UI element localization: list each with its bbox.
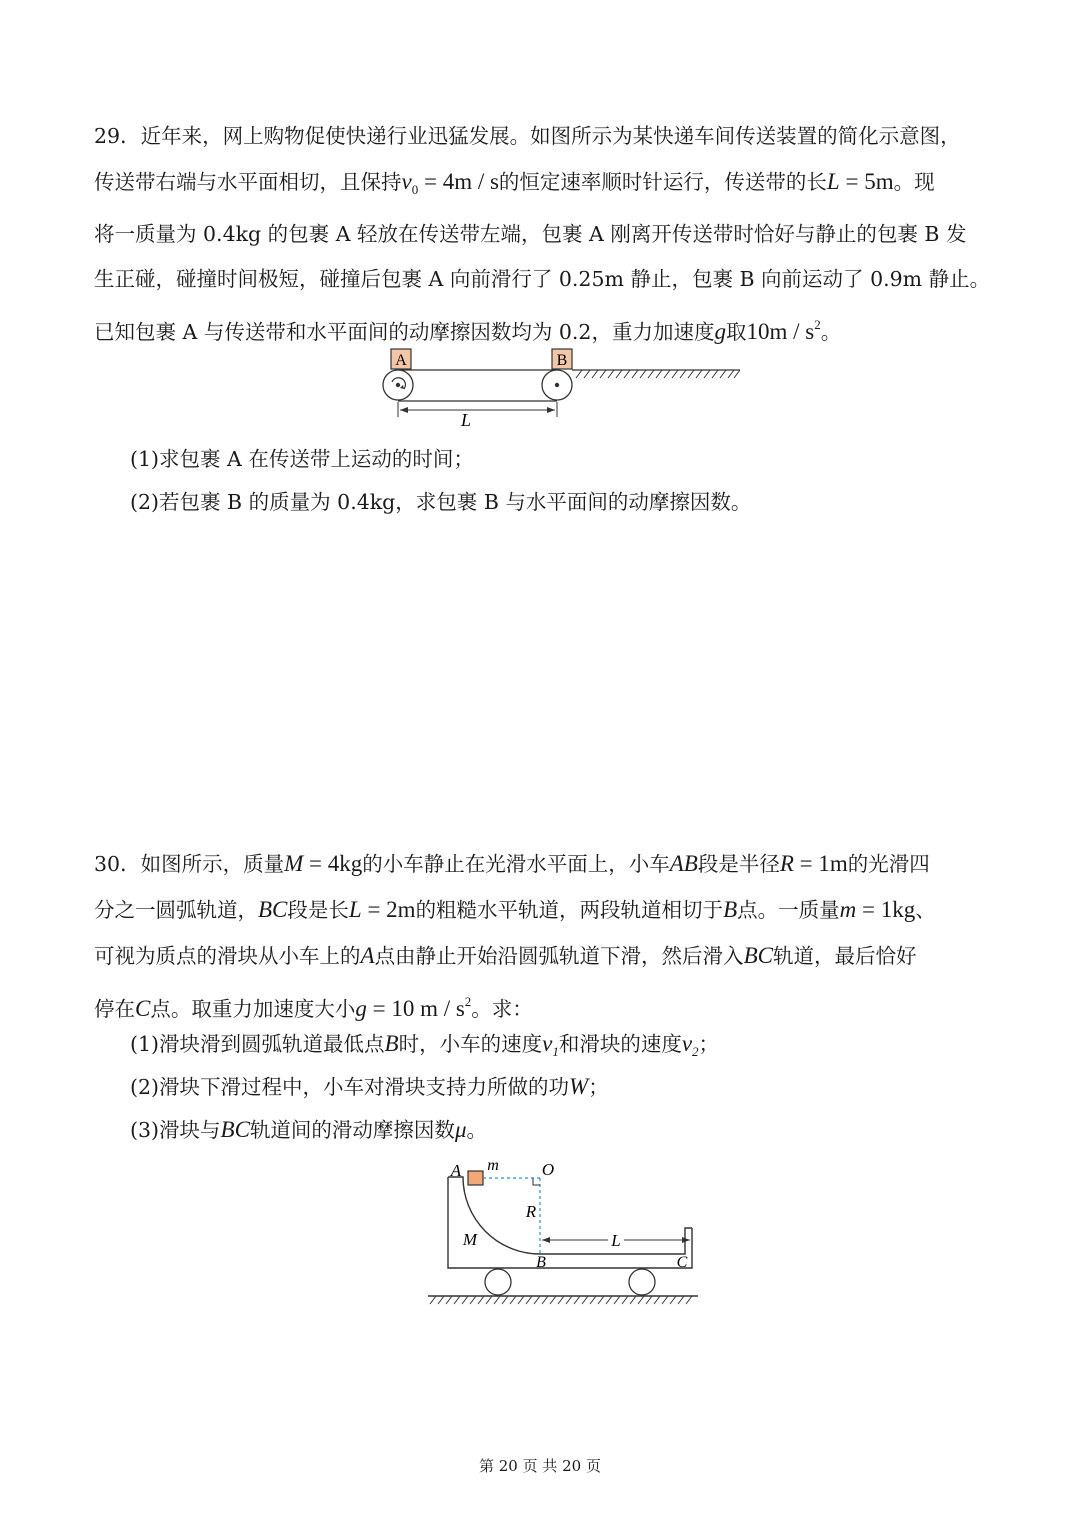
label-b: B	[536, 1254, 546, 1271]
q30-line-1: 30．如图所示，质量M = 4kg的小车静止在光滑水平面上，小车AB段是半径R = 1m的光滑四	[94, 851, 930, 876]
cart-body	[448, 1177, 692, 1268]
package-b-label: B	[556, 352, 568, 369]
q30-sub-2: (2)滑块下滑过程中，小车对滑块支持力所做的功W；	[130, 1074, 609, 1099]
q29-line-5: 已知包裹 A 与传送带和水平面间的动摩擦因数均为 0.2，重力加速度g取$10m / s^2$。	[94, 317, 842, 344]
label-l: L	[611, 1231, 621, 1250]
q29-text	[94, 114, 994, 355]
q29-sub-1: (1)求包裹 A 在传送带上运动的时间；	[130, 447, 474, 471]
ground-hatch	[576, 370, 740, 378]
page-footer: 第 20 页 共 20 页	[478, 1457, 601, 1475]
q30-text	[94, 841, 994, 1032]
label-m: m	[487, 1157, 499, 1174]
q29-line-3: 将一质量为 0.4kg 的包裹 A 轻放在传送带左端，包裹 A 刚离开传送带时恰好与静止的包裹 B 发	[94, 222, 967, 246]
q29-sub-2: (2)若包裹 B 的质量为 0.4kg，求包裹 B 与水平面间的动摩擦因数。	[130, 490, 752, 514]
label-a: A	[450, 1161, 462, 1180]
q30-line-4: 停在C点。取重力加速度大小g = 10 m / $s^2$。求：	[94, 994, 533, 1021]
label-c: C	[676, 1254, 688, 1271]
length-label: L	[460, 410, 472, 430]
q30-line-2: 分之一圆弧轨道，BC段是长L = 2m的粗糙水平轨道，两段轨道相切于B点。一质量m = 1kg、	[94, 897, 936, 922]
right-wheel	[629, 1269, 655, 1295]
q30-sub-3: (3)滑块与BC轨道间的滑动摩擦因数μ。	[130, 1117, 487, 1142]
label-r: R	[525, 1202, 537, 1221]
conveyor-figure	[370, 345, 750, 430]
cart-figure	[420, 1155, 710, 1310]
label-cart-m: M	[462, 1230, 478, 1249]
q29-line-4: 生正碰，碰撞时间极短，碰撞后包裹 A 向前滑行了 0.25m 静止，包裹 B 向前运动了 0.9m 静止。	[94, 267, 991, 291]
slider-block	[468, 1171, 483, 1185]
label-o: O	[541, 1160, 555, 1179]
left-wheel	[485, 1269, 511, 1295]
q29-line-2: 传送带右端与水平面相切，且保持$v_0 = 4m / s$的恒定速率顺时针运行，传送带的长L = 5m。现	[94, 169, 935, 197]
ground-hatch	[430, 1296, 692, 1304]
q30-sub-1: (1)滑块滑到圆弧轨道最低点B时，小车的速度$v_1$和滑块的速度$v_2$；	[130, 1031, 720, 1059]
package-a-label: A	[395, 352, 407, 369]
q30-line-3: 可视为质点的滑块从小车上的A点由静止开始沿圆弧轨道下滑，然后滑入BC轨道，最后恰好	[94, 943, 917, 968]
q29-line-1: 29．近年来，网上购物促使快递行业迅猛发展。如图所示为某快递车间传送装置的简化示意图，	[94, 124, 961, 148]
